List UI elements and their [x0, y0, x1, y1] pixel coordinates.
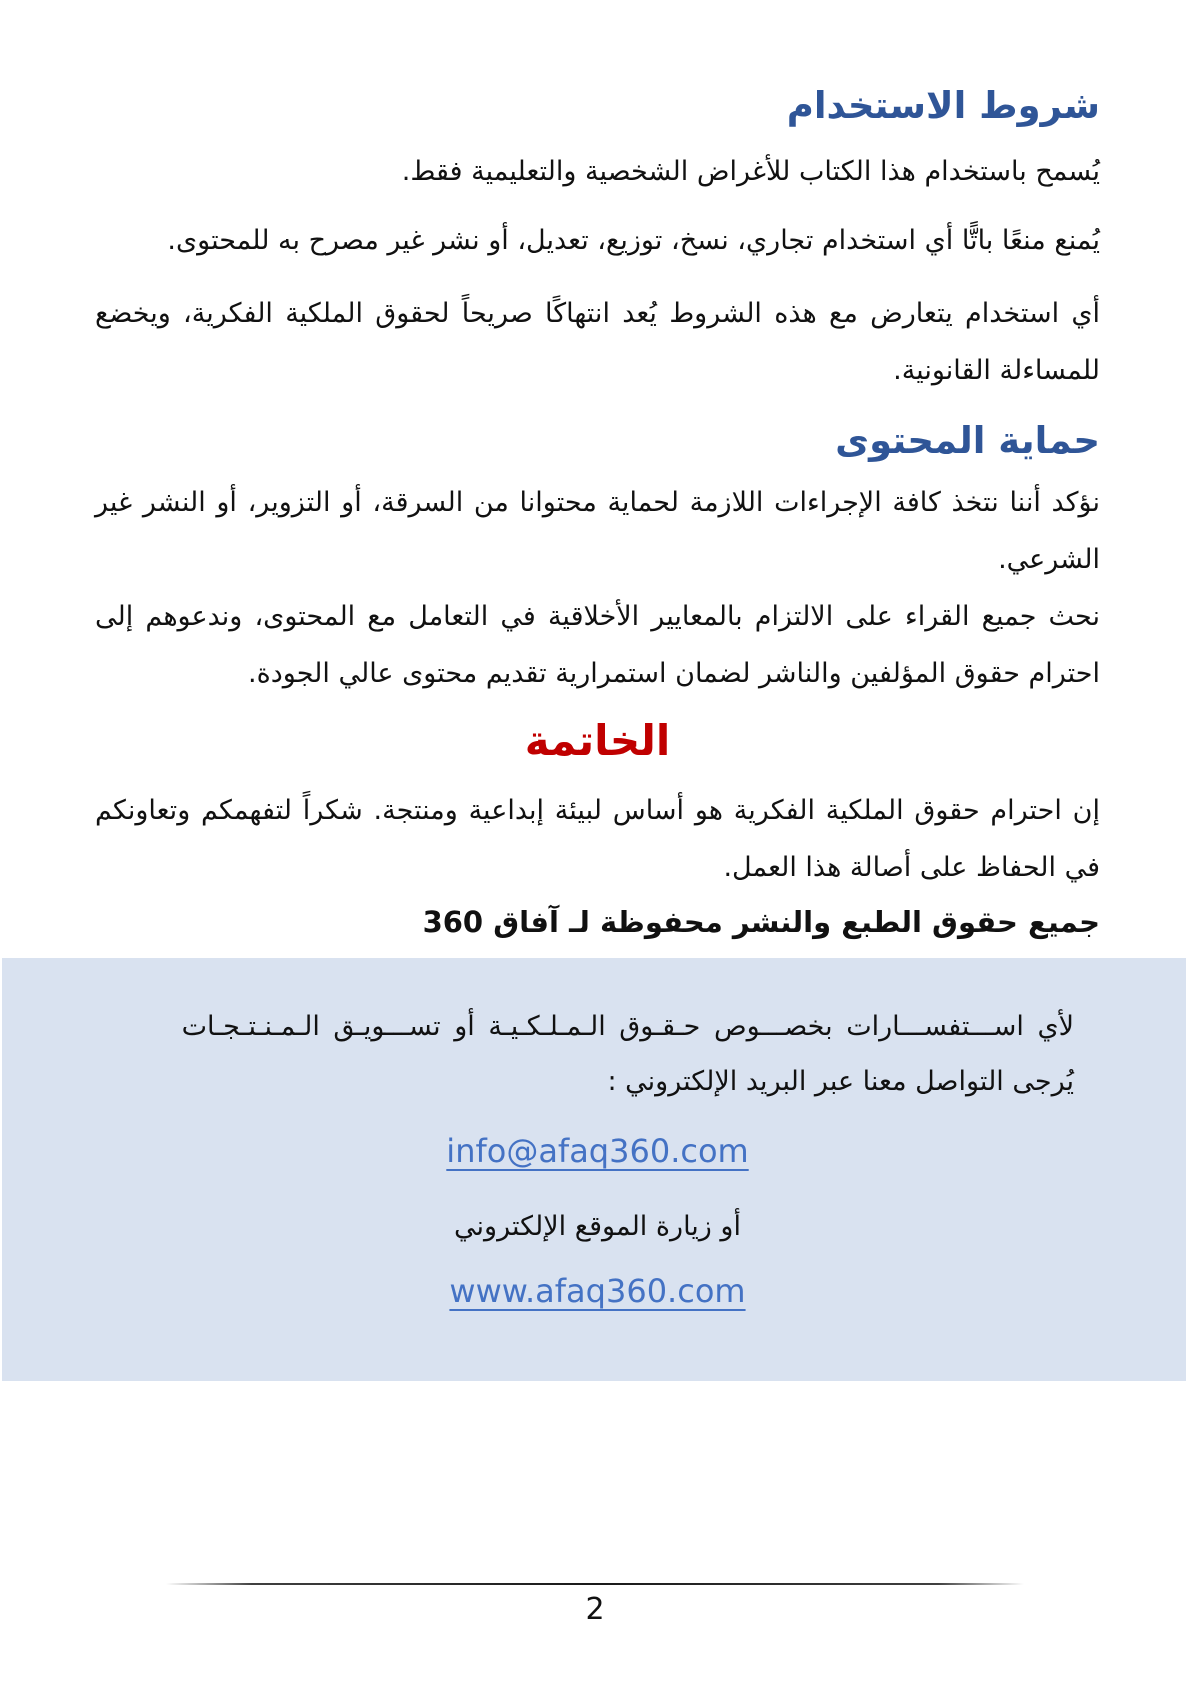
terms-paragraph-2: يُمنع منعًا باتًّا أي استخدام تجاري، نسخ، توزيع، تعديل، أو نشر غير مصرح به للمحتوى.: [167, 225, 1100, 256]
contact-box: [2, 958, 1186, 1381]
copyright-line: جميع حقوق الطبع والنشر محفوظة لـ آفاق 360: [422, 905, 1100, 939]
email-line: [121, 1122, 1074, 1186]
content-protection-heading: حماية المحتوى: [835, 419, 1100, 462]
terms-of-use-heading: شروط الاستخدام: [786, 84, 1100, 127]
website-label: أو زيارة الموقع الإلكتروني: [454, 1211, 741, 1242]
terms-paragraph-1: يُسمح باستخدام هذا الكتاب للأغراض الشخصية والتعليمية فقط.: [401, 156, 1100, 187]
terms-paragraph-3: أي استخدام يتعارض مع هذه الشروط يُعد انتهاكًا صريحاً لحقوق الملكية الفكرية، ويخضع للمساءلة القانونية.: [95, 298, 1100, 386]
website-line: [121, 1262, 1074, 1326]
email-link[interactable]: info@afaq360.com: [446, 1132, 749, 1170]
contact-instruction-line: يُرجى التواصل معنا عبر البريد الإلكتروني :: [607, 1066, 1074, 1097]
footer-divider: [166, 1583, 1024, 1585]
page-footer: [0, 1583, 1190, 1631]
protection-paragraph-1: نؤكد أننا نتخذ كافة الإجراءات اللازمة لحماية محتوانا من السرقة، أو التزوير، أو النشر غير الشرعي.: [95, 487, 1100, 575]
conclusion-heading: الخاتمة: [524, 716, 671, 765]
website-link[interactable]: www.afaq360.com: [449, 1272, 746, 1310]
conclusion-paragraph: إن احترام حقوق الملكية الفكرية هو أساس لبيئة إبداعية ومنتجة. شكراً لتفهمكم وتعاونكم في الحفاظ على أصالة هذا العمل.: [95, 795, 1100, 883]
page-number: 2: [585, 1592, 605, 1627]
contact-inquiry-line: لأي اســـتفســـارات بخصـــوص حـقـوق الـمـلـكـيـة أو تســـويـق الـمـنـتـجـات: [181, 1011, 1074, 1042]
protection-paragraph-2: نحث جميع القراء على الالتزام بالمعايير الأخلاقية في التعامل مع المحتوى، وندعوهم إلى احترام حقوق المؤلفين والناشر لضمان استمرارية تقديم محتوى عالي الجودة.: [95, 601, 1100, 689]
